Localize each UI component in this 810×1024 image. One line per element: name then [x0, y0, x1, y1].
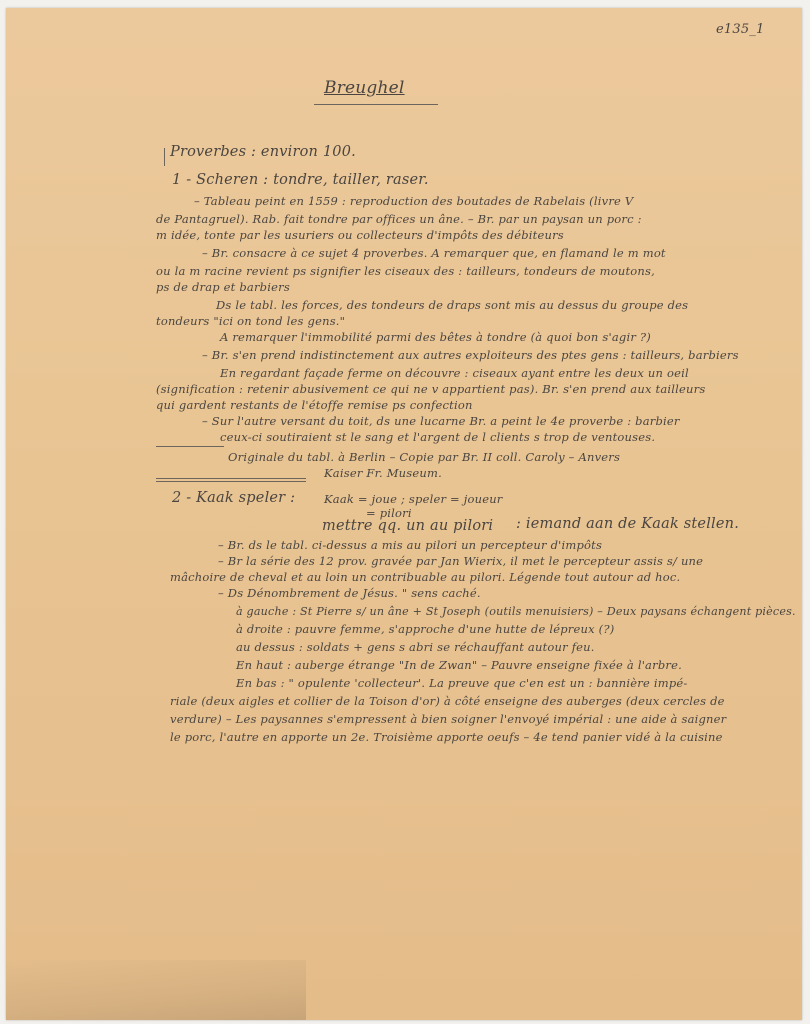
- separator-line: [156, 478, 306, 479]
- s1-line: Kaiser Fr. Museum.: [324, 466, 442, 480]
- s1-line: de Pantagruel). Rab. fait tondre par offices un âne. – Br. par un paysan un porc :: [156, 212, 642, 226]
- section-2-heading: 2 - Kaak speler :: [172, 490, 296, 506]
- title-underline: [314, 104, 438, 105]
- s1-line: ceux-ci soutiraient st le sang et l'argent de l clients s trop de ventouses.: [220, 430, 656, 444]
- s2-gloss: Kaak = joue ; speler = joueur: [324, 492, 503, 506]
- s2-line: – Br. ds le tabl. ci-dessus a mis au pilori un percepteur d'impôts: [218, 538, 603, 552]
- s1-line: En regardant façade ferme on découvre : ciseaux ayant entre les deux un oeil: [220, 366, 689, 380]
- s2-line: à gauche : St Pierre s/ un âne + St Joseph (outils menuisiers) – Deux paysans échangent pièces.: [236, 604, 796, 618]
- s1-line: (signification : retenir abusivement ce qui ne v appartient pas). Br. s'en prend aux tailleurs: [156, 382, 706, 396]
- s2-gloss-note: = pilori: [366, 506, 412, 520]
- s1-line: – Sur l'autre versant du toit, ds une lucarne Br. a peint le 4e proverbe : barbier: [202, 414, 680, 428]
- section-heading: Proverbes : environ 100.: [170, 144, 356, 160]
- s1-line: m idée, tonte par les usuriers ou collecteurs d'impôts des débiteurs: [156, 228, 564, 242]
- document-reference: e135_1: [716, 22, 765, 37]
- s1-line: Ds le tabl. les forces, des tondeurs de draps sont mis au dessus du groupe des: [216, 298, 689, 312]
- s1-line: – Br. s'en prend indistinctement aux autres exploiteurs des ptes gens : tailleurs, barbiers: [202, 348, 739, 362]
- s1-line: A remarquer l'immobilité parmi des bêtes à tondre (à quoi bon s'agir ?): [220, 330, 651, 344]
- s2-expression-nl: : iemand aan de Kaak stellen.: [516, 516, 740, 532]
- s2-line: le porc, l'autre en apporte un 2e. Troisième apporte oeufs – 4e tend panier vidé à la cuisine: [170, 730, 723, 744]
- page-title: Breughel: [324, 78, 405, 98]
- section-1-heading: 1 - Scheren : tondre, tailler, raser.: [172, 172, 429, 188]
- separator-line: [156, 481, 306, 482]
- margin-bar: [164, 148, 165, 166]
- s2-line: mâchoire de cheval et au loin un contribuable au pilori. Légende tout autour ad hoc.: [170, 570, 681, 584]
- s1-line: tondeurs "ici on tond les gens.": [156, 314, 346, 328]
- separator-short: [156, 446, 224, 447]
- s1-line: ps de drap et barbiers: [156, 280, 290, 294]
- s1-line: – Tableau peint en 1559 : reproduction des boutades de Rabelais (livre V: [194, 194, 634, 208]
- s2-line: riale (deux aigles et collier de la Toison d'or) à côté enseigne des auberges (deux cercles de: [170, 694, 725, 708]
- s2-line: En haut : auberge étrange "In de Zwan" – Pauvre enseigne fixée à l'arbre.: [236, 658, 682, 672]
- s2-expression-fr: mettre qq. un au pilori: [322, 518, 494, 534]
- handwritten-page: [6, 8, 802, 1020]
- s2-line: à droite : pauvre femme, s'approche d'une hutte de lépreux (?): [236, 622, 615, 636]
- s1-line: – Br. consacre à ce sujet 4 proverbes. A remarquer que, en flamand le m mot: [202, 246, 666, 260]
- s1-line: ou la m racine revient ps signifier les ciseaux des : tailleurs, tondeurs de moutons,: [156, 264, 655, 278]
- s2-line: – Ds Dénombrement de Jésus. " sens caché.: [218, 586, 481, 600]
- paper-fold: [6, 960, 306, 1020]
- s2-line: verdure) – Les paysannes s'empressent à bien soigner l'envoyé impérial : une aide à saigner: [170, 712, 727, 726]
- s1-line: qui gardent restants de l'étoffe remise ps confection: [156, 398, 473, 412]
- s1-line: Originale du tabl. à Berlin – Copie par Br. II coll. Caroly – Anvers: [228, 450, 621, 464]
- s2-line: En bas : " opulente 'collecteur'. La preuve que c'en est un : bannière impé-: [236, 676, 688, 690]
- s2-line: au dessus : soldats + gens s abri se réchauffant autour feu.: [236, 640, 595, 654]
- s2-line: – Br la série des 12 prov. gravée par Jan Wierix, il met le percepteur assis s/ une: [218, 554, 704, 568]
